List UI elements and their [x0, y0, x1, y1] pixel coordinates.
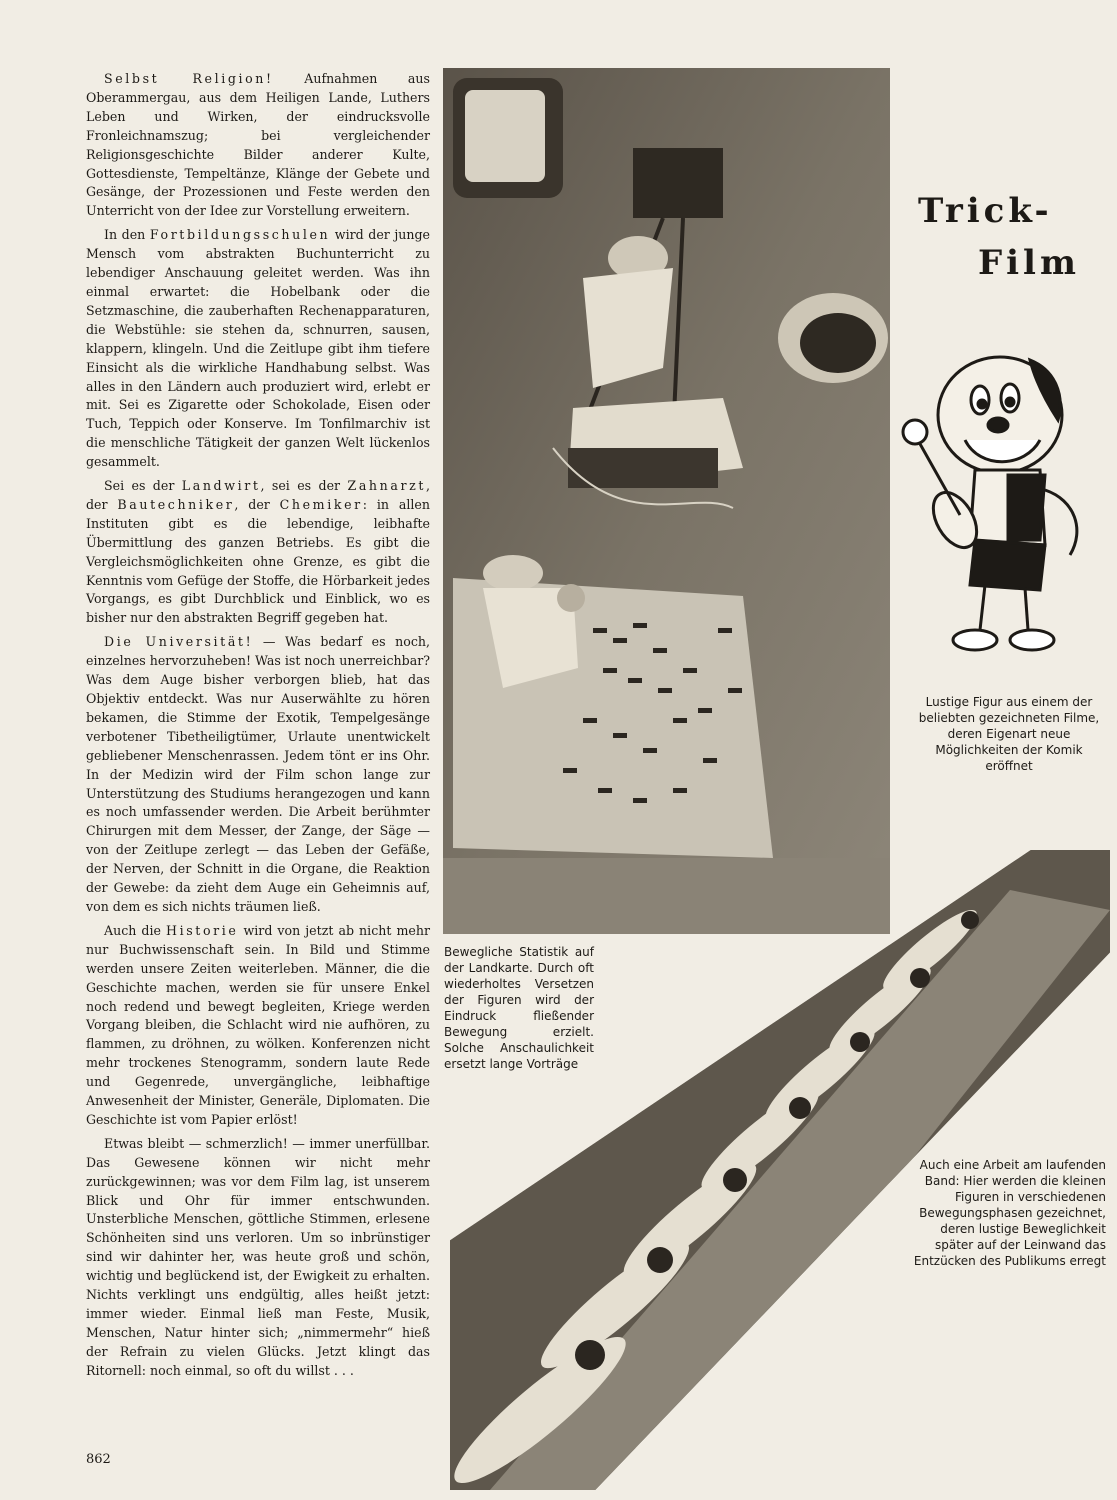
paragraph-text: Aufnahmen aus Oberammergau, aus dem Heiligen Lande, Luthers Leben und Wirken, der eindrucksvolle Fronleichnamszug; bei vergleichender Religionsgeschichte Bilder anderer Kulte, Gottesdienste, Tempeltänze, Klänge der Gebete und Gesänge, der Prozessionen und Feste werden den Unterricht von der Idee zur Vorstellung erweitern. — [86, 71, 430, 219]
spaced-emphasis: Landwirt — [181, 478, 261, 494]
article-body — [86, 70, 430, 1386]
photo-statistik-illustration — [443, 68, 890, 934]
spaced-emphasis: Selbst Religion! — [104, 71, 274, 86]
paragraph-text: In den — [104, 227, 150, 243]
section-title — [900, 185, 1090, 289]
paragraph-text: Sei es der — [104, 478, 182, 494]
cartoon-figure-illustration — [880, 340, 1095, 680]
title-line-1: Trick- — [918, 191, 1053, 231]
paragraph-berufe — [86, 477, 430, 628]
paragraph-fortbildungsschulen — [86, 226, 430, 472]
caption-statistik: Bewegliche Statistik auf der Landkarte. Durch oft wiederholtes Versetzen der Figuren wird der Eindruck fließender Bewegung erzielt. Solche Anschaulichkeit ersetzt lange Vorträge — [444, 945, 594, 1071]
paragraph-historie — [86, 922, 430, 1130]
paragraph-text: , der — [86, 478, 430, 512]
paragraph-text: , sei es der — [260, 478, 348, 494]
photo-statistik-animation — [443, 68, 890, 934]
spaced-emphasis: Fortbildungsschulen — [149, 227, 331, 243]
paragraph-religion — [86, 70, 430, 221]
paragraph-text: , der — [234, 496, 280, 512]
paragraph-text: Auch die — [104, 922, 167, 938]
caption-figur: Lustige Figur aus einem der beliebten gezeichneten Filme, deren Eigenart neue Möglichkeiten der Komik eröffnet — [918, 695, 1100, 773]
paragraph-text: : in allen Instituten gibt es die lebendige, leibhafte Übermittlung des ganzen Betriebs. Es gibt die Vergleichsmöglichkeiten ohne Grenze, es gibt die Kenntnis vom Gefüge der Stoffe, die Hörbarkeit jedes Vorgangs, es gibt Durchblick und Einblick, wo es bisher nur den abstrakten Begriff gegeben hat. — [86, 496, 430, 626]
paragraph-universitaet — [86, 633, 430, 917]
spaced-emphasis: Chemiker — [279, 496, 363, 512]
spaced-emphasis: Die Universität! — [104, 634, 254, 650]
page-number: 862 — [86, 1452, 111, 1467]
paragraph-text: — Was bedarf es noch, einzelnes hervorzuheben! Was ist noch unerreichbar? Was dem Auge bisher verborgen blieb, hat das Objektiv entdeckt. Was nur Auserwählte zu hören bekamen, die Stimme der Exotik, Tempelgesänge verbotener Tibetheiligtümer, Urlaute unentwickelt gebliebener Menschenrassen. Jedem tönt er ins Ohr. In der Medizin wird der Film schon lange zur Unterstützung des Studiums herangezogen und kann es noch umfassender werden. Die Arbeit berühmter Chirurgen mit dem Messer, der Zange, der Säge — von der Zeitlupe zerlegt — das Leben der Gefäße, der Nerven, der Schnitt in die Organe, die Reaktion der Gewebe: da zieht dem Auge ein Geheimnis auf, von dem es sich nichts träumen ließ. — [86, 634, 430, 914]
paragraph-text: wird von jetzt ab nicht mehr nur Buchwissenschaft sein. In Bild und Stimme werden unsere Zeiten weiterleben. Männer, die die Geschichte machen, werden sie für unsere Enkel noch redend und bewegt begleiten, Kriege werden Vorgang bleiben, die Schlacht wird nie aufhören, zu flammen, zu dröhnen, zu wölken. Konferenzen nicht mehr trockenes Stenogramm, sondern laute Rede und Gegenrede, unvergängliche, leibhaftige Anwesenheit der Minister, Generäle, Diplomaten. Die Geschichte ist vom Papier erlöst! — [86, 922, 430, 1127]
paragraph-schluss: Etwas bleibt — schmerzlich! — immer unerfüllbar. Das Gewesene können wir nicht mehr zurückgewinnen; was vor dem Film lag, ist unserem Blick und Ohr für immer entschwunden. Unsterbliche Menschen, göttliche Stimmen, erlesene Schönheiten sind uns verloren. Um so inbrünstiger sind wir dahinter her, was heute groß und schön, wichtig und beglückend ist, der Ewigkeit zu erhalten. Nichts verklingt uns endgültig, alles heißt jetzt: immer wieder. Einmal ließ man Feste, Musik, Menschen, Natur hinter sich; „nimmermehr“ hieß der Refrain zu vielen Glücks. Jetzt klingt das Ritornell: noch einmal, so oft du willst . . . — [86, 1135, 430, 1378]
spaced-emphasis: Historie — [166, 922, 239, 938]
paragraph-text: wird der junge Mensch vom abstrakten Buchunterricht zu lebendiger Anschauung geleitet werden. Was ihn einmal erwartet: die Hobelbank oder die Setzmaschine, die zauberhaften Rechenapparaturen, die Webstühle: sie stehen da, schnurren, sausen, klappern, klingeln. Und die Zeitlupe gibt ihm tiefere Einsicht als die wirkliche Handhabung selbst. Was alles in den Ländern auch produziert wird, erlebt er mit. Sei es Zigarette oder Schokolade, Eisen oder Tuch, Teppich oder Konserve. Im Tonfilmarchiv ist die menschliche Tätigkeit der ganzen Welt lückenlos gesammelt. — [86, 227, 431, 470]
spaced-emphasis: Bautechniker — [117, 496, 235, 512]
spaced-emphasis: Zahnarzt — [347, 478, 426, 494]
title-line-2: Film — [978, 243, 1080, 283]
caption-band: Auch eine Arbeit am laufenden Band: Hier werden die kleinen Figuren in verschiedenen Bewegungsphasen gezeichnet, deren lustige Beweglichkeit später auf der Leinwand das Entzücken des Publikums erregt — [913, 1158, 1106, 1268]
